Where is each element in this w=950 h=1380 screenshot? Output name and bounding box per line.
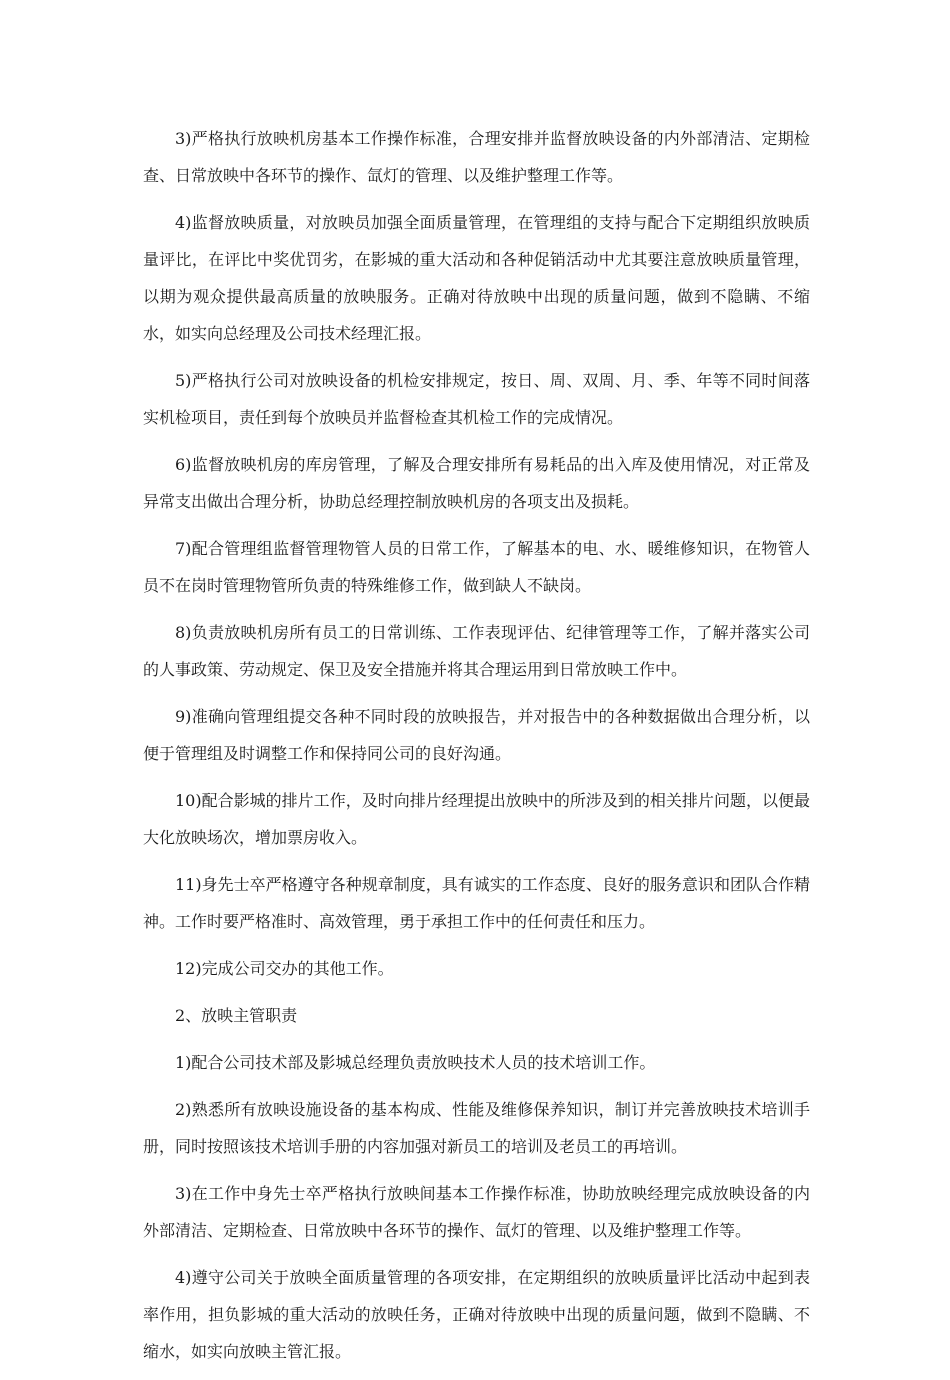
document-body bbox=[143, 120, 810, 1380]
paragraph-duty-9: 9)准确向管理组提交各种不同时段的放映报告，并对报告中的各种数据做出合理分析，以便于管理组及时调整工作和保持同公司的良好沟通。 bbox=[143, 707, 810, 763]
paragraph-duty-3: 3)严格执行放映机房基本工作操作标准，合理安排并监督放映设备的内外部清洁、定期检查、日常放映中各环节的操作、氙灯的管理、以及维护整理工作等。 bbox=[143, 129, 810, 185]
paragraph-duty-5: 5)严格执行公司对放映设备的机检安排规定，按日、周、双周、月、季、年等不同时间落实机检项目，责任到每个放映员并监督检查其机检工作的完成情况。 bbox=[143, 371, 810, 427]
paragraph-supervisor-duty-2: 2)熟悉所有放映设施设备的基本构成、性能及维修保养知识，制订并完善放映技术培训手册，同时按照该技术培训手册的内容加强对新员工的培训及老员工的再培训。 bbox=[143, 1100, 810, 1156]
section-heading-supervisor-duties: 2、放映主管职责 bbox=[175, 1006, 298, 1025]
paragraph-supervisor-duty-4: 4)遵守公司关于放映全面质量管理的各项安排，在定期组织的放映质量评比活动中起到表率作用，担负影城的重大活动的放映任务，正确对待放映中出现的质量问题，做到不隐瞒、不缩水，如实向放映主管汇报。 bbox=[143, 1268, 810, 1361]
paragraph-duty-11: 11)身先士卒严格遵守各种规章制度，具有诚实的工作态度、良好的服务意识和团队合作精神。工作时要严格准时、高效管理，勇于承担工作中的任何责任和压力。 bbox=[143, 875, 810, 931]
paragraph-supervisor-duty-1: 1)配合公司技术部及影城总经理负责放映技术人员的技术培训工作。 bbox=[175, 1053, 656, 1072]
paragraph-duty-8: 8)负责放映机房所有员工的日常训练、工作表现评估、纪律管理等工作，了解并落实公司的人事政策、劳动规定、保卫及安全措施并将其合理运用到日常放映工作中。 bbox=[143, 623, 810, 679]
paragraph-duty-10: 10)配合影城的排片工作，及时向排片经理提出放映中的所涉及到的相关排片问题，以便最大化放映场次，增加票房收入。 bbox=[143, 791, 810, 847]
paragraph-duty-12: 12)完成公司交办的其他工作。 bbox=[175, 959, 394, 978]
paragraph-duty-7: 7)配合管理组监督管理物管人员的日常工作，了解基本的电、水、暖维修知识，在物管人员不在岗时管理物管所负责的特殊维修工作，做到缺人不缺岗。 bbox=[143, 539, 810, 595]
paragraph-duty-6: 6)监督放映机房的库房管理，了解及合理安排所有易耗品的出入库及使用情况，对正常及异常支出做出合理分析，协助总经理控制放映机房的各项支出及损耗。 bbox=[143, 455, 810, 511]
paragraph-supervisor-duty-3: 3)在工作中身先士卒严格执行放映间基本工作操作标准，协助放映经理完成放映设备的内外部清洁、定期检查、日常放映中各环节的操作、氙灯的管理、以及维护整理工作等。 bbox=[143, 1184, 810, 1240]
paragraph-duty-4: 4)监督放映质量，对放映员加强全面质量管理，在管理组的支持与配合下定期组织放映质量评比，在评比中奖优罚劣，在影城的重大活动和各种促销活动中尤其要注意放映质量管理，以期为观众提供最高质量的放映服务。正确对待放映中出现的质量问题，做到不隐瞒、不缩水，如实向总经理及公司技术经理汇报。 bbox=[143, 213, 810, 343]
